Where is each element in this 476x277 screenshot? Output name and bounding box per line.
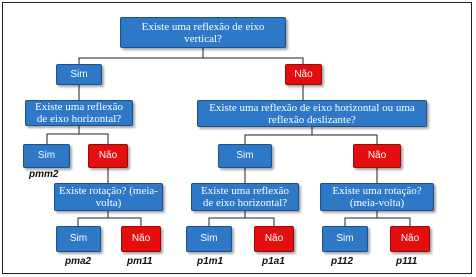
edge-qleft-yes <box>47 126 79 144</box>
refl-yes-label: Sim <box>200 233 218 244</box>
root-question <box>120 17 286 48</box>
edge-root-yes <box>79 48 203 64</box>
group-label-pmm2: pmm2 <box>29 169 59 180</box>
horizontal-reflection-question-left <box>25 100 133 126</box>
rotation-question-left <box>54 183 163 211</box>
rot1-yes-box <box>56 226 101 252</box>
rot2-yes-label: Sim <box>336 233 354 244</box>
refl-no-box <box>254 226 294 252</box>
left-yes-box <box>23 144 70 168</box>
group-label-pm11: pm11 <box>127 256 153 267</box>
left-no-box <box>88 144 128 168</box>
refl-yes-box <box>186 226 232 252</box>
right-yes-box <box>218 144 272 168</box>
edge-root-no <box>203 48 303 64</box>
edge-qright-no <box>312 127 377 144</box>
right-no-label: Não <box>367 150 387 161</box>
group-label-p1a1: p1a1 <box>262 256 285 267</box>
edge-rot1-no <box>108 211 141 226</box>
group-label-pma2: pma2 <box>65 256 92 267</box>
rotation-question-right-text: Existe uma rotação? (meia-volta) <box>332 185 422 209</box>
edge-qleft-no <box>79 126 108 144</box>
left-no-label: Não <box>98 150 118 161</box>
right-yes-label: Sim <box>236 150 254 161</box>
rot2-no-box <box>390 226 430 252</box>
horizontal-reflection-question-left-text: Existe uma reflexão de eixo horizontal? <box>35 101 123 125</box>
rot2-yes-box <box>322 226 368 252</box>
horizontal-or-glide-reflection-question-text: Existe uma reflexão de eixo horizontal ou uma reflexão deslizante? <box>209 101 415 126</box>
rot1-yes-label: Sim <box>69 233 88 244</box>
edge-qright-yes <box>245 127 312 144</box>
rotation-question-right <box>320 183 434 211</box>
left-yes-label: Sim <box>37 150 56 161</box>
group-label-p112: p112 <box>331 256 354 267</box>
horizontal-reflection-question-middle-text: Existe uma reflexão de eixo horizontal? <box>201 185 289 209</box>
edge-refl-no <box>245 211 274 226</box>
root-no-box <box>285 64 322 85</box>
edge-rot1-yes <box>78 211 108 226</box>
rot2-no-label: Não <box>400 233 420 244</box>
refl-no-label: Não <box>264 233 284 244</box>
horizontal-or-glide-reflection-question <box>197 100 427 127</box>
edge-rot2-no <box>377 211 410 226</box>
root-question-text: Existe uma reflexão de eixo vertical? <box>141 20 265 45</box>
root-yes-label: Sim <box>70 68 88 80</box>
group-label-p1m1: p1m1 <box>197 256 224 267</box>
right-no-box <box>353 144 401 168</box>
root-yes-box <box>56 64 102 85</box>
horizontal-reflection-question-middle <box>191 183 299 211</box>
root-no-label: Não <box>294 68 313 80</box>
rot1-no-label: Não <box>131 233 151 244</box>
edge-refl-yes <box>209 211 245 226</box>
group-label-p111: p111 <box>396 256 418 267</box>
rot1-no-box <box>121 226 161 252</box>
edge-rot2-yes <box>345 211 377 226</box>
rotation-question-left-text: Existe rotação? (meia-volta) <box>59 185 158 209</box>
